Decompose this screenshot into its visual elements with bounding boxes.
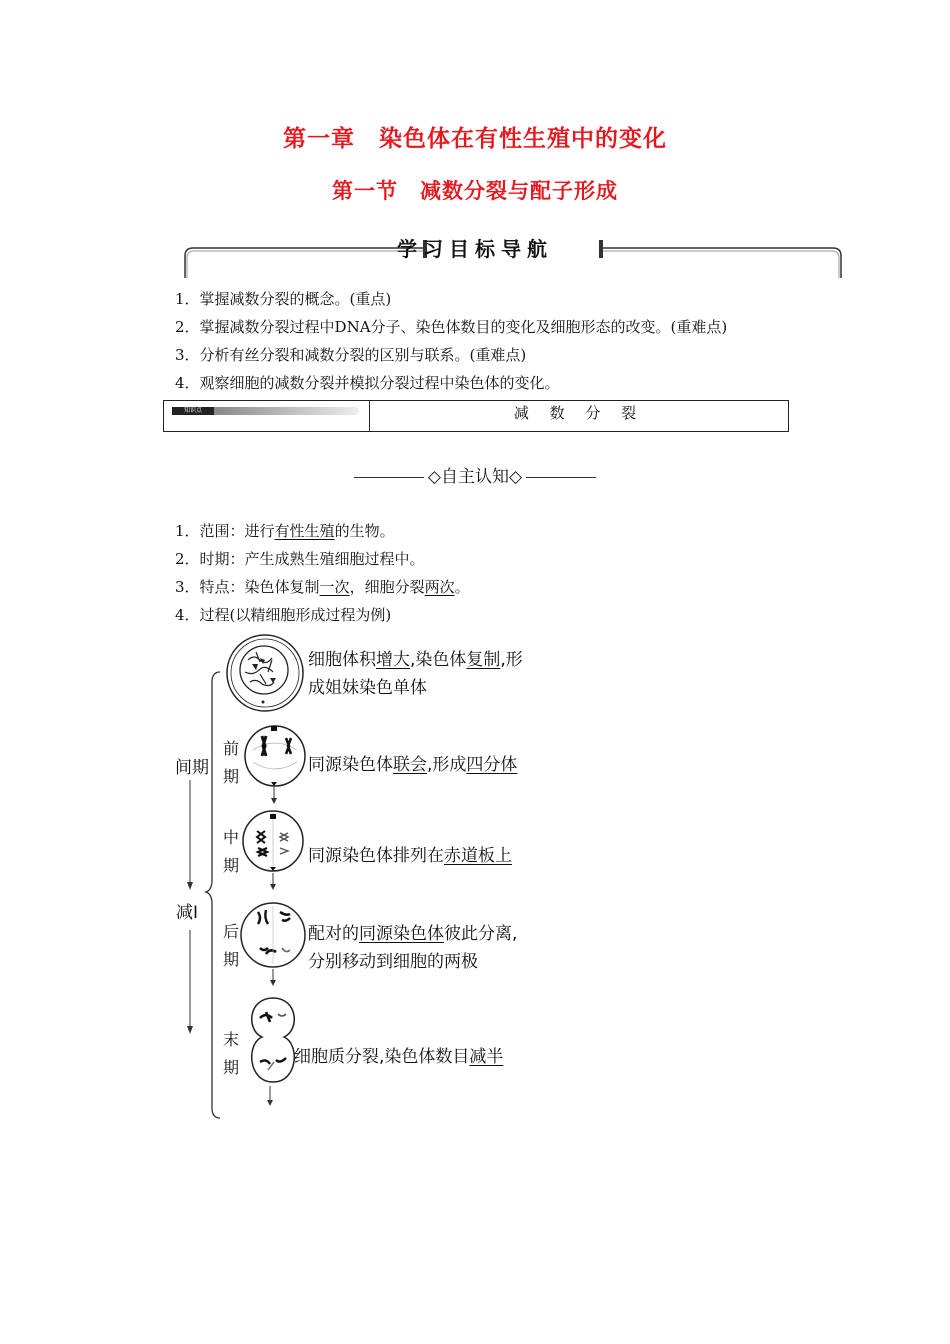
telophase-desc xyxy=(294,1042,503,1067)
item-text: 1．范围：进行 xyxy=(175,522,275,540)
item-text: 的生物。 xyxy=(334,522,395,540)
banner-label: 学习目标导航 xyxy=(397,237,553,261)
knowledge-tag: 知识点 xyxy=(172,407,214,415)
phase-char: 期 xyxy=(223,1058,240,1077)
goal-item: 4．观察细胞的减数分裂并模拟分裂过程中染色体的变化。 xyxy=(175,374,560,392)
desc-blank: 联会 xyxy=(393,755,427,775)
item-text: ，细胞分裂 xyxy=(349,578,425,596)
desc-blank: 复制 xyxy=(466,650,501,670)
desc-blank: 同源染色体 xyxy=(359,924,444,944)
item-process: 4．过程(以精细胞形成过程为例) xyxy=(175,606,392,624)
goal-item: 1．掌握减数分裂的概念。(重点) xyxy=(175,290,392,308)
desc-text: 同源染色体排列在 xyxy=(308,846,444,866)
metaphase-label xyxy=(223,824,239,880)
knowledge-topic: 减 数 分 裂 xyxy=(513,404,645,422)
desc-blank: 赤道板上 xyxy=(444,846,512,866)
item-text: 3．特点：染色体复制 xyxy=(175,578,320,596)
desc-text: 同源染色体 xyxy=(308,755,393,775)
item-feature xyxy=(175,576,470,597)
knowledge-tag-cell xyxy=(164,401,370,431)
heading-rule-right xyxy=(526,477,596,478)
telophase-cell-icon xyxy=(252,998,295,1106)
heading-rule-left xyxy=(354,477,424,478)
desc-text: 细胞质分裂,染色体数目 xyxy=(294,1047,470,1067)
desc-text: ,形 xyxy=(500,650,523,670)
anaphase-label xyxy=(223,918,239,974)
item-range xyxy=(175,520,395,541)
desc-text: 分别移动到细胞的两极 xyxy=(308,952,478,972)
item-blank: 两次 xyxy=(424,578,455,596)
prophase-desc xyxy=(308,750,517,775)
telophase-label xyxy=(223,1026,239,1082)
interphase-desc xyxy=(308,646,523,702)
goal-item: 2．掌握减数分裂过程中DNA分子、染色体数目的变化及细胞形态的改变。(重难点) xyxy=(175,318,728,336)
metaphase-desc xyxy=(308,841,512,866)
phase-char: 末 xyxy=(223,1030,240,1049)
desc-text: 配对的 xyxy=(308,924,359,944)
desc-text: 细胞体积 xyxy=(308,650,376,670)
knowledge-tag-bar xyxy=(214,407,359,415)
phase-char: 期 xyxy=(223,856,240,875)
prophase-label xyxy=(223,735,239,791)
desc-text: ,形成 xyxy=(427,755,467,775)
item-text: 。 xyxy=(454,578,470,596)
metaphase-cell-icon xyxy=(243,811,303,890)
phase-char: 期 xyxy=(223,767,240,786)
item-period: 2．时期：产生成熟生殖细胞过程中。 xyxy=(175,550,425,568)
phase-char: 前 xyxy=(223,739,240,758)
knowledge-table xyxy=(163,400,789,432)
interphase-cell-icon xyxy=(227,635,303,711)
phase-char: 期 xyxy=(223,950,240,969)
stage-meiosis1-label: 减Ⅰ xyxy=(176,903,199,923)
self-study-heading xyxy=(0,462,950,487)
self-study-label: ◇自主认知◇ xyxy=(427,467,523,487)
anaphase-desc xyxy=(308,920,517,976)
goal-item: 3．分析有丝分裂和减数分裂的区别与联系。(重难点) xyxy=(175,346,527,364)
phase-char: 后 xyxy=(223,922,240,941)
desc-blank: 四分体 xyxy=(466,755,518,775)
desc-blank: 减半 xyxy=(469,1047,504,1067)
chapter-title: 第一章 染色体在有性生殖中的变化 xyxy=(283,125,667,152)
brace xyxy=(206,672,220,1118)
desc-text: 成姐妹染色单体 xyxy=(308,678,427,698)
desc-blank: 增大 xyxy=(376,650,410,670)
anaphase-cell-icon xyxy=(241,903,305,986)
stage-interphase-label: 间期 xyxy=(175,758,209,778)
phase-char: 中 xyxy=(223,828,240,847)
desc-text: 彼此分离, xyxy=(444,924,518,944)
item-blank: 一次 xyxy=(319,578,350,596)
section-title: 第一节 减数分裂与配子形成 xyxy=(332,178,618,203)
desc-text: ,染色体 xyxy=(410,650,467,670)
prophase-cell-icon xyxy=(245,726,305,804)
item-blank: 有性生殖 xyxy=(274,522,335,540)
